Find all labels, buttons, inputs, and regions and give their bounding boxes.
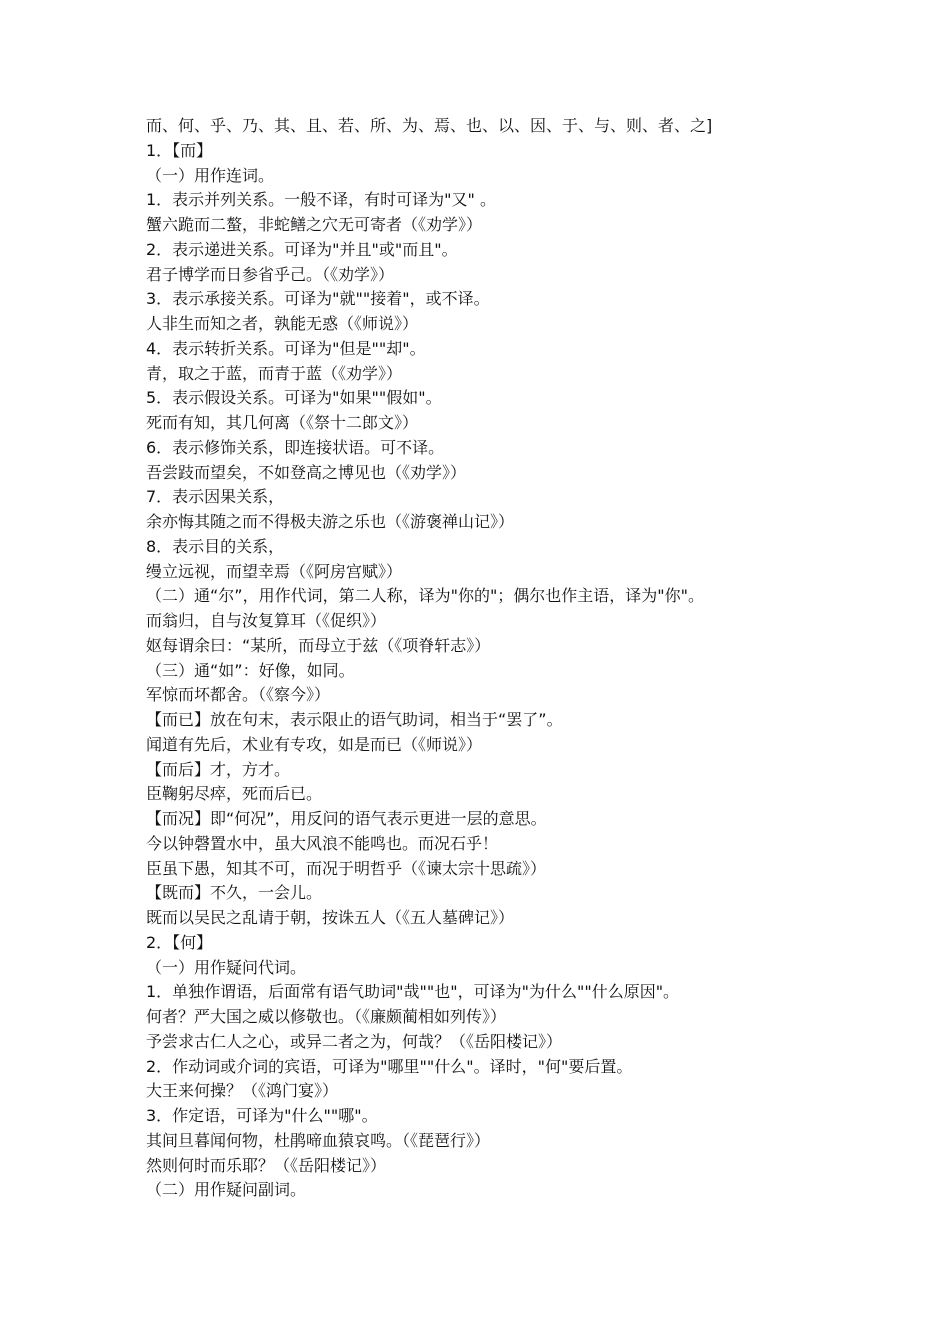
text-line: 然则何时而乐耶？（《岳阳楼记》）: [146, 1155, 387, 1175]
text-line: 而、何、乎、乃、其、且、若、所、为、焉、也、以、因、于、与、则、者、之]: [146, 116, 713, 135]
text-line: 6．表示修饰关系，即连接状语。可不译。: [146, 437, 445, 457]
text-line: 7．表示因果关系，: [146, 487, 285, 507]
text-line: 3．作定语，可译为"什么""哪"。: [146, 1106, 378, 1125]
text-line: 青，取之于蓝，而青于蓝（《劝学》）: [146, 363, 403, 383]
text-line: 既而以吴民之乱请于朝，按诛五人（《五人墓碑记》）: [146, 908, 515, 927]
text-line: 何者？严大国之威以修敬也。（《廉颇蔺相如列传》）: [146, 1007, 507, 1026]
text-line: 8．表示目的关系，: [146, 536, 285, 556]
text-line: 蟹六跪而二螯，非蛇鳝之穴无可寄者（《劝学》）: [146, 215, 483, 234]
text-line: 【既而】不久，一会儿。: [146, 883, 323, 903]
text-line: 4．表示转折关系。可译为"但是""却"。: [146, 338, 426, 358]
text-line: 闻道有先后，术业有专攻，如是而已（《师说》）: [146, 734, 483, 754]
text-line: 妪每谓余曰：“某所，而母立于兹（《项脊轩志》）: [146, 635, 491, 655]
text-line: （一）用作疑问代词。: [146, 957, 307, 977]
text-line: 3．表示承接关系。可译为"就""接着"，或不译。: [146, 289, 490, 309]
text-line: 吾尝跂而望矣，不如登高之博见也（《劝学》）: [146, 462, 467, 482]
text-line: 人非生而知之者，孰能无惑（《师说》）: [146, 314, 419, 333]
text-line: 缦立远视，而望幸焉（《阿房宫赋》）: [146, 561, 403, 581]
text-line: 【而已】放在句末，表示限止的语气助词，相当于“罢了”。: [146, 710, 563, 729]
text-line: 1．【而】: [146, 140, 213, 160]
text-line: 其间旦暮闻何物，杜鹃啼血猿哀鸣。（《琵琶行》）: [146, 1130, 491, 1150]
text-line: 军惊而坏都舍。（《察今》）: [146, 685, 331, 705]
document-body: [146, 114, 846, 1203]
text-line: （二）通“尔”，用作代词，第二人称，译为"你的"；偶尔也作主语，译为"你"。: [146, 586, 705, 606]
text-line: 1．单独作谓语，后面常有语气助词"哉""也"，可译为"为什么""什么原因"。: [146, 982, 680, 1002]
text-line: （二）用作疑问副词。: [146, 1180, 307, 1200]
text-line: （一）用作连词。: [146, 165, 275, 185]
text-line: 2．【何】: [146, 932, 213, 952]
text-line: 君子博学而日参省乎己。（《劝学》）: [146, 264, 395, 284]
text-line: 余亦悔其随之而不得极夫游之乐也（《游褒禅山记》）: [146, 512, 515, 531]
text-line: 【而后】才，方才。: [146, 759, 291, 779]
text-line: 臣虽下愚，知其不可，而况于明哲乎（《谏太宗十思疏》）: [146, 858, 547, 878]
text-line: 1．表示并列关系。一般不译，有时可译为"又" 。: [146, 190, 496, 210]
text-line: 臣鞠躬尽瘁，死而后已。: [146, 784, 323, 804]
text-line: 大王来何操？（《鸿门宴》）: [146, 1081, 339, 1101]
text-line: 死而有知，其几何离（《祭十二郎文》）: [146, 413, 419, 432]
text-line: 2．作动词或介词的宾语，可译为"哪里""什么"。译时，"何"要后置。: [146, 1056, 633, 1076]
text-line: 予尝求古仁人之心，或异二者之为，何哉？（《岳阳楼记》）: [146, 1031, 563, 1051]
text-line: （三）通“如”：好像，如同。: [146, 660, 355, 680]
text-line: 今以钟磬置水中，虽大风浪不能鸣也。而况石乎！: [146, 833, 499, 853]
text-line: 5．表示假设关系。可译为"如果""假如"。: [146, 388, 442, 408]
text-line: 【而况】即“何况”，用反问的语气表示更进一层的意思。: [146, 809, 547, 828]
text-line: 而翁归，自与汝复算耳（《促织》）: [146, 611, 387, 630]
text-line: 2．表示递进关系。可译为"并且"或"而且"。: [146, 239, 458, 259]
